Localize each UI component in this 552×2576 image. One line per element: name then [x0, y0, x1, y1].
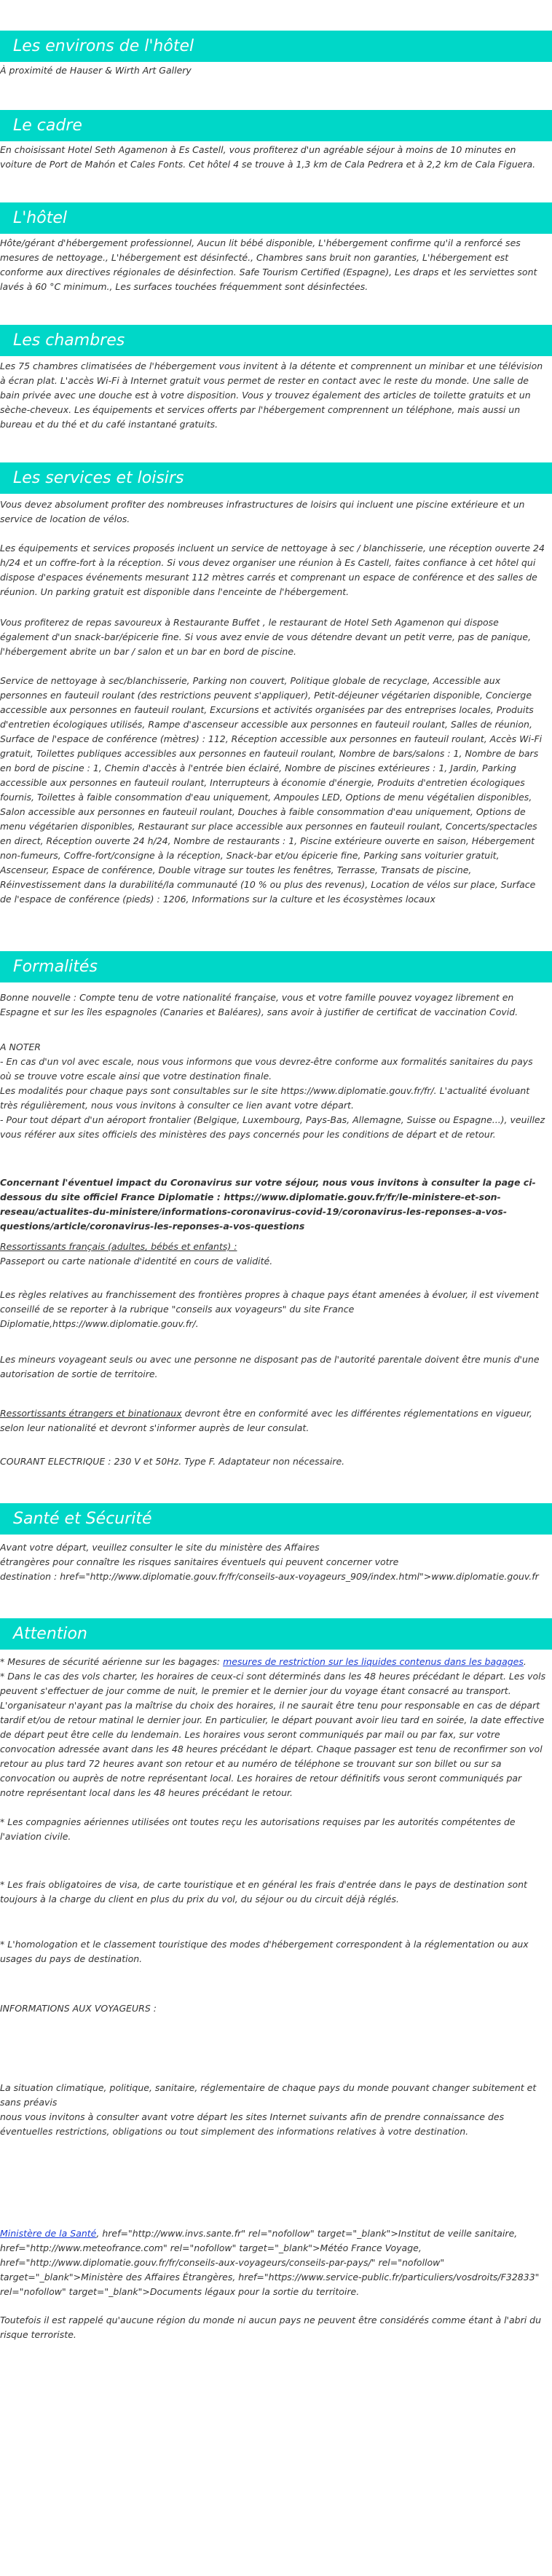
links-text: , href="http://www.invs.sante.fr" rel="nofollow" target="_blank">Institut de veille sanitaire, href="http://www.meteofrance.com" rel="nofollow" target="_blank">Météo France Voyage, href="http://www.diplomatie.gouv.fr/fr/conseils-aux-voyageurs/conseils-par-pays/" rel="nofollow" target="_blank">Ministère des Affaires Étrangères, href="https://www.service-public.fr/particuliers/vosdroits/F32833" rel="nofollow" target="_blank">Documents légaux pour la sortie du territoire. — [0, 2228, 540, 2297]
section-text: Hôte/gérant d'hébergement professionnel, Aucun lit bébé disponible, L'hébergement confirme qu'il a renforcé ses mesures de nettoyage., L'hébergement est désinfecté., Chambres sans bruit non garanties, L'hébergement est conforme aux directives régionales de désinfection. Safe Tourism Certified (Espagne), Les draps et les serviettes sont lavés à 60 °C minimum., Les surfaces touchées fréquemment sont désinfectées. — [0, 237, 537, 292]
ministere-sante-link[interactable]: Ministère de la Santé — [0, 2228, 97, 2239]
attention-links — [0, 2226, 546, 2299]
section-header-band — [0, 462, 552, 494]
formalites-paragraph: Les règles relatives au franchissement des frontières propres à chaque pays étant amenées à évoluer, il est vivement conseillé de se reporter à la rubrique "conseils aux voyageurs" du site France Diplomatie,https://www.diplomatie.gouv.fr/. — [0, 1289, 539, 1329]
section-header-band — [0, 1618, 552, 1650]
formalites-foreigners — [0, 1406, 546, 1435]
sante-line: destination : href="http://www.diplomatie.gouv.fr/fr/conseils-aux-voyageurs_909/index.html">www.diplomatie.gouv.fr — [0, 1571, 539, 1582]
section-text: En choisissant Hotel Seth Agamenon à Es Castell, vous profiterez d'un agréable séjour à moins de 10 minutes en voiture de Port de Mahón et Cales Fonts. Cet hôtel 4 se trouve à 1,3 km de Cala Pedrera et à 2,2 km de Cala Figuera. — [0, 144, 536, 170]
electric-info: COURANT ELECTRIQUE : 230 V et 50Hz. Type F. Adaptateur non nécessaire. — [0, 1456, 345, 1467]
sante-text — [0, 1540, 546, 1584]
section-header-band — [0, 110, 552, 141]
attention-situation — [0, 2081, 546, 2139]
section-title: Les chambres — [13, 331, 125, 350]
section-header-band — [0, 31, 552, 62]
section-title: Attention — [13, 1625, 87, 1643]
bagages-end: . — [523, 1656, 527, 1667]
attention-terror: Toutefois il est rappelé qu'aucune région du monde ni aucun pays ne peuvent être considérés comme étant à l'abri du risque terroriste. — [0, 2315, 542, 2340]
nationals-heading: Ressortissants français (adultes, bébés et enfants) : — [0, 1241, 237, 1252]
situation-line: La situation climatique, politique, sanitaire, réglementaire de chaque pays du monde pouvant changer subitement et sans préavis — [0, 2082, 537, 2108]
note-line: Les modalités pour chaque pays sont consultables sur le site https://www.diplomatie.gouv.fr/fr/. L'actualité évoluant très régulièrement, nous vous invitons à consulter ce lien avant votre départ. — [0, 1085, 530, 1111]
liquids-restriction-link[interactable]: mesures de restriction sur les liquides contenus dans les bagages — [223, 1656, 524, 1667]
attention-bagages — [0, 1655, 546, 1669]
section-title: L'hôtel — [13, 209, 67, 227]
sante-line: étrangères pour connaître les risques sanitaires éventuels qui peuvent concerner votre — [0, 1556, 399, 1567]
formalites-paragraph: Bonne nouvelle : Compte tenu de votre nationalité française, vous et votre famille pouvez voyagez librement en Espagne et sur les îles espagnoles (Canaries et Baléares), sans avoir à justifier de certificat de vaccination Covid. — [0, 992, 519, 1017]
services-paragraph: Les équipements et services proposés incluent un service de nettoyage à sec / blanchisserie, une réception ouverte 24 h/24 et un coffre-fort à la réception. Si vous devez organiser une réunion à Es Castell, faites confiance à cet hôtel qui dispose d'espaces événements mesurant 112 mètres carrés et comprenant un espace de conférence et des salles de réunion. Un parking gratuit est disponible dans l'enceinte de l'hébergement. — [0, 543, 545, 597]
section-title: Santé et Sécurité — [13, 1510, 152, 1528]
section-title: Le cadre — [13, 117, 82, 135]
formalites-paragraph: Les mineurs voyageant seuls ou avec une personne ne disposant pas de l'autorité parentale doivent être munis d'une autorisation de sortie de territoire. — [0, 1354, 540, 1379]
services-paragraph: Vous profiterez de repas savoureux à Restaurante Buffet , le restaurant de Hotel Seth Agamenon qui dispose également d'un snack-bar/épicerie fine. Si vous avez envie de vous détendre devant un petit verre, pas de panique, l'hébergement abrite un bar / salon et un bar en bord de piscine. — [0, 617, 532, 657]
section-header-band — [0, 202, 552, 234]
section-text: Les 75 chambres climatisées de l'hébergement vous invitent à la détente et comprennent un minibar et une télévision à écran plat. L'accès Wi-Fi à Internet gratuit vous permet de rester en contact avec le reste du monde. Une salle de bain privée avec une douche est à votre disposition. Vous y trouvez également des articles de toilette gratuits et un sèche-cheveux. Les équipements et services offerts par l'hébergement comprennent un téléphone, mais aussi un bureau et du thé et du café instantané gratuits. — [0, 361, 543, 430]
section-header-band — [0, 1503, 552, 1535]
coronavirus-notice: Concernant l'éventuel impact du Coronavirus sur votre séjour, nous vous invitons à consulter la page ci-dessous du site officiel France Diplomatie : https://www.diplomatie.gouv.fr/fr/le-ministere-et-son-reseau/actualites-du-ministere/informations-coronavirus-covid-19/coronavirus-les-reponses-a-vos-questions/article/coronavirus-les-reponses-a-vos-questions — [0, 1177, 536, 1232]
services-amenities-list: Service de nettoyage à sec/blanchisserie, Parking non couvert, Politique globale de recyclage, Accessible aux personnes en fauteuil roulant (des restrictions peuvent s'appliquer), Petit-déjeuner végétarien disponible, Concierge accessible aux personnes en fauteuil roulant, Excursions et activités organisées par des entreprises locales, Produits d'entretien écologiques utilisés, Rampe d'ascenseur accessible aux personnes en fauteuil roulant, Salles de réunion, Surface de l'espace de conférence (mètres) : 112, Réception accessible aux personnes en fauteuil roulant, Accès Wi-Fi gratuit, Toilettes publiques accessibles aux personnes en fauteuil roulant, Nombre de bars/salons : 1, Nombre de bars en bord de piscine : 1, Chemin d'accès à l'entrée bien éclairé, Nombre de piscines extérieures : 1, Jardin, Parking accessible aux personnes en fauteuil roulant, Interrupteurs à économie d'énergie, Produits d'entretien écologiques fournis, Toilettes à faible consommation d'eau uniquement, Ampoules LED, Options de menu végétalien disponibles, Salon accessible aux personnes en fauteuil roulant, Douches à faible consommation d'eau uniquement, Options de menu végétarien disponibles, Restaurant sur place accessible aux personnes en fauteuil roulant, Concerts/spectacles en direct, Réception ouverte 24 h/24, Nombre de restaurants : 1, Piscine extérieure ouverte en saison, Hébergement non-fumeurs, Coffre-fort/consigne à la réception, Snack-bar et/ou épicerie fine, Parking sans voiturier gratuit, Ascenseur, Espace de conférence, Double vitrage sur toutes les fenêtres, Terrasse, Transats de piscine, Réinvestissement dans la durabilité/la communauté (10 % ou plus des revenus), Location de vélos sur place, Surface de l'espace de conférence (pieds) : 1206, Informations sur la culture et les écosystèmes locaux — [0, 675, 543, 905]
note-line: - En cas d'un vol avec escale, nous vous informons que vous devrez-être conforme aux formalités sanitaires du pays où se trouve votre escale ainsi que votre destination finale. — [0, 1056, 533, 1082]
note-heading: A NOTER — [0, 1041, 41, 1052]
section-header-band — [0, 325, 552, 356]
section-text: À proximité de Hauser & Wirth Art Gallery — [0, 65, 192, 76]
attention-visa: * Les frais obligatoires de visa, de carte touristique et en général les frais d'entrée dans le pays de destination sont toujours à la charge du client en plus du prix du vol, du séjour ou du circuit déjà réglés. — [0, 1879, 527, 1905]
note-line: - Pour tout départ d'un aéroport frontalier (Belgique, Luxembourg, Pays-Bas, Allemagne, Suisse ou Espagne...), veuillez vous référer aux sites officiels des ministères des pays concernés pour les conditions de départ et de retour. — [0, 1114, 545, 1140]
nationals-text: Passeport ou carte nationale d'identité en cours de validité. — [0, 1256, 273, 1267]
section-title: Formalités — [13, 958, 98, 976]
formalites-nationals — [0, 1240, 546, 1269]
situation-line: nous vous invitons à consulter avant votre départ les sites Internet suivants afin de prendre connaissance des éventuelles restrictions, obligations ou tout simplement des informations relatives à votre destination. — [0, 2111, 505, 2137]
formalites-note — [0, 1040, 546, 1142]
services-paragraph: Vous devez absolument profiter des nombreuses infrastructures de loisirs qui incluent une piscine extérieure et un service de location de vélos. — [0, 499, 525, 524]
foreigners-text: devront être en conformité avec les différentes réglementations en vigueur, selon leur nationalité et devront s'informer auprès de leur consulat. — [0, 1408, 532, 1433]
attention-airlines: * Les compagnies aériennes utilisées ont toutes reçu les autorisations requises par les autorités compétentes de l'aviation civile. — [0, 1816, 516, 1842]
attention-homologation: * L'homologation et le classement touristique des modes d'hébergement correspondent à la réglementation ou aux usages du pays de destination. — [0, 1939, 529, 1964]
attention-info-heading: INFORMATIONS AUX VOYAGEURS : — [0, 2003, 157, 2014]
bagages-text: * Mesures de sécurité aérienne sur les bagages: — [0, 1656, 224, 1667]
attention-charter: * Dans le cas des vols charter, les horaires de ceux-ci sont déterminés dans les 48 heures précédant le départ. Les vols peuvent s'effectuer de jour comme de nuit, le premier et le dernier jour du voyage étant consacré au transport. L'organisateur n'ayant pas la maîtrise du choix des horaires, il ne saurait être tenu pour responsable en cas de départ tardif et/ou de retour matinal le dernier jour. En particulier, le départ pouvant avoir lieu tard en soirée, la date effective de départ peut être celle du lendemain. Les horaires vous seront communiqués par mail ou par fax, sur votre convocation adressée avant dans les 48 heures précédant le départ. Chaque passager est tenu de reconfirmer son vol retour au plus tard 72 heures avant son retour et au numéro de téléphone se trouvant sur son billet ou sur sa convocation ou auprès de notre représentant local. Les horaires de retour définitifs vous seront communiqués par notre représentant local dans les 48 heures précédant le retour. — [0, 1671, 546, 1798]
section-header-band — [0, 951, 552, 982]
foreigners-heading: Ressortissants étrangers et binationaux — [0, 1408, 182, 1419]
section-title: Les environs de l'hôtel — [13, 37, 194, 55]
section-title: Les services et loisirs — [13, 469, 184, 487]
sante-line: Avant votre départ, veuillez consulter le site du ministère des Affaires — [0, 1542, 320, 1553]
